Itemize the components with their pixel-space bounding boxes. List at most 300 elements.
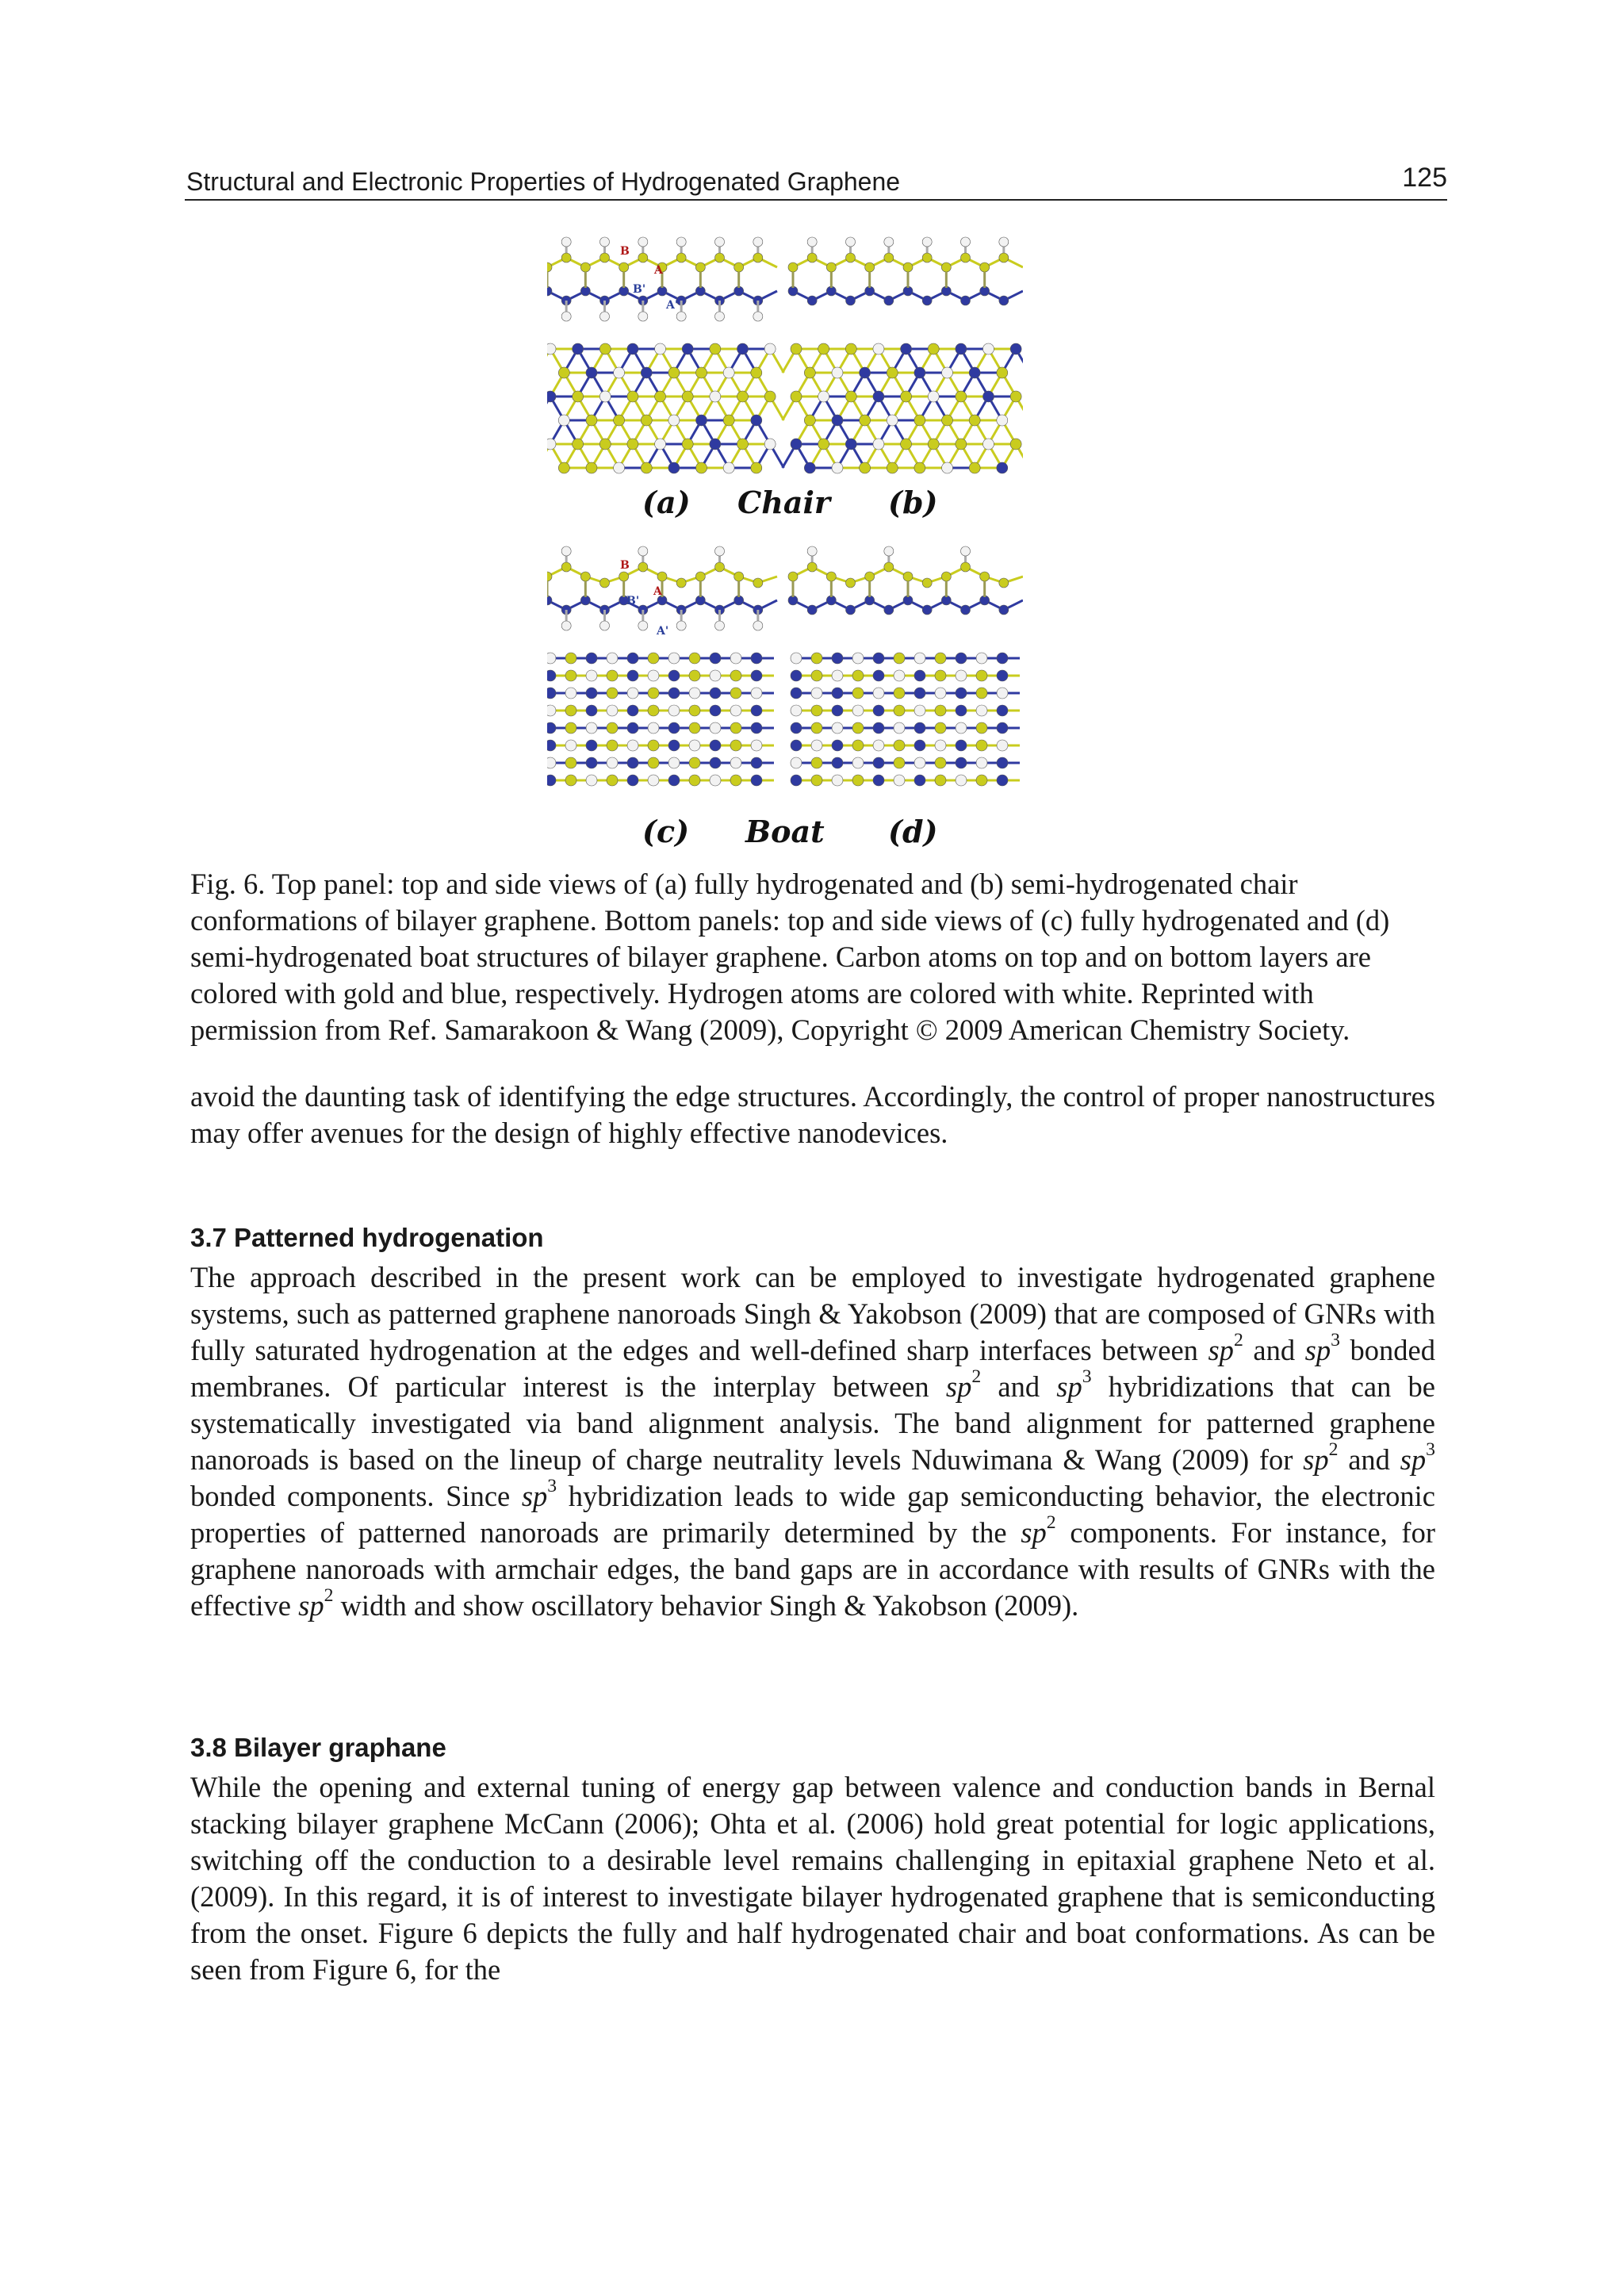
- atom: [607, 670, 618, 681]
- sp3-term: $sp^3$: [521, 1476, 557, 1512]
- atom: [599, 439, 611, 450]
- atom: [873, 722, 884, 734]
- atom: [961, 253, 971, 262]
- atom: [600, 621, 610, 630]
- atom: [599, 343, 611, 354]
- atom: [884, 237, 894, 247]
- atom: [999, 605, 1009, 615]
- sp2-term: $sp^2$: [1208, 1330, 1243, 1366]
- atom: [753, 253, 763, 262]
- atom: [997, 775, 1008, 786]
- atom: [956, 653, 967, 664]
- atom: [832, 367, 843, 378]
- atom: [641, 462, 652, 473]
- atom: [710, 775, 721, 786]
- atom: [668, 705, 680, 716]
- sp2-term: $sp^2$: [1303, 1439, 1339, 1476]
- atom: [737, 439, 748, 450]
- atom: [586, 367, 597, 378]
- atom: [607, 775, 618, 786]
- panel-label-a: (a): [642, 485, 691, 520]
- atom: [846, 605, 856, 615]
- atom: [751, 757, 762, 768]
- atom: [627, 439, 638, 450]
- atom: [619, 572, 629, 581]
- atom: [648, 688, 659, 699]
- atom: [586, 722, 597, 734]
- atom: [657, 572, 667, 581]
- atom: [922, 237, 932, 247]
- atom: [873, 757, 884, 768]
- figure-6: [547, 230, 1023, 856]
- atom: [607, 688, 618, 699]
- atom: [894, 670, 905, 681]
- atom: [969, 367, 980, 378]
- atom: [586, 740, 597, 751]
- atom: [935, 670, 946, 681]
- atom: [689, 757, 700, 768]
- atom: [846, 296, 856, 305]
- atom: [997, 670, 1008, 681]
- atom: [914, 462, 925, 473]
- atom: [586, 705, 597, 716]
- atom: [845, 343, 856, 354]
- atom: [997, 367, 1008, 378]
- atom: [976, 740, 987, 751]
- atom: [599, 391, 611, 402]
- atom: [689, 670, 700, 681]
- atom: [682, 439, 693, 450]
- atom: [997, 740, 1008, 751]
- atom: [894, 722, 905, 734]
- atom: [914, 757, 925, 768]
- atom: [607, 722, 618, 734]
- atom: [715, 562, 725, 572]
- atom: [638, 546, 648, 556]
- atom: [641, 415, 652, 426]
- atom: [873, 688, 884, 699]
- atom: [811, 722, 822, 734]
- atom: [807, 605, 817, 615]
- atom: [558, 367, 569, 378]
- atom: [565, 653, 576, 664]
- atom: [942, 462, 953, 473]
- atom: [894, 775, 905, 786]
- atom: [791, 439, 802, 450]
- atom: [845, 439, 856, 450]
- atom: [818, 343, 829, 354]
- atom: [807, 237, 817, 247]
- atom: [976, 722, 987, 734]
- atom: [561, 237, 571, 247]
- atom: [826, 572, 836, 581]
- running-title: Structural and Electronic Properties of Hydrogenated Graphene: [186, 167, 901, 196]
- atom: [580, 572, 590, 581]
- atom: [791, 391, 802, 402]
- atom: [818, 439, 829, 450]
- panel-title-boat: Boat: [745, 814, 825, 849]
- atom: [614, 462, 625, 473]
- atom: [751, 653, 762, 664]
- atom: [676, 312, 686, 321]
- atom: [710, 439, 721, 450]
- atom: [832, 775, 843, 786]
- atom: [956, 722, 967, 734]
- atom: [791, 740, 802, 751]
- atom: [961, 605, 971, 615]
- atom: [695, 572, 705, 581]
- atom: [547, 439, 556, 450]
- atom: [887, 462, 898, 473]
- atom: [997, 688, 1008, 699]
- atom: [715, 237, 725, 247]
- atom: [914, 688, 925, 699]
- atom: [922, 578, 932, 588]
- atom: [887, 415, 898, 426]
- atom: [901, 343, 912, 354]
- sp2-term: $sp^2$: [298, 1585, 334, 1622]
- atom: [976, 688, 987, 699]
- atom: [969, 415, 980, 426]
- atom: [573, 343, 584, 354]
- atom: [586, 670, 597, 681]
- atom: [751, 740, 762, 751]
- atom: [914, 705, 925, 716]
- atom: [668, 688, 680, 699]
- atom: [730, 722, 741, 734]
- atom: [547, 688, 556, 699]
- atom: [894, 705, 905, 716]
- atom: [956, 670, 967, 681]
- atom: [715, 312, 725, 321]
- atom: [935, 653, 946, 664]
- atom: [846, 253, 856, 262]
- atom: [860, 415, 871, 426]
- atom: [730, 740, 741, 751]
- atom: [561, 562, 571, 572]
- label-a-chair: A: [654, 264, 663, 277]
- atom: [682, 343, 693, 354]
- atom: [751, 688, 762, 699]
- atom: [710, 688, 721, 699]
- atom: [648, 775, 659, 786]
- atom: [641, 367, 652, 378]
- atom: [668, 462, 680, 473]
- atom: [852, 722, 864, 734]
- atom: [565, 775, 576, 786]
- atom: [753, 237, 763, 247]
- atom: [887, 367, 898, 378]
- atom: [956, 757, 967, 768]
- atom: [547, 391, 556, 402]
- atom: [999, 578, 1009, 588]
- atom: [928, 391, 939, 402]
- atom: [627, 722, 638, 734]
- atom: [638, 312, 648, 321]
- atom: [804, 415, 815, 426]
- atom: [547, 775, 556, 786]
- atom: [753, 621, 763, 630]
- atom: [914, 653, 925, 664]
- atom: [734, 572, 744, 581]
- atom: [997, 462, 1008, 473]
- atom: [956, 740, 967, 751]
- atom: [922, 253, 932, 262]
- atom: [922, 605, 932, 615]
- atom: [751, 705, 762, 716]
- atom: [638, 562, 648, 572]
- atom: [668, 757, 680, 768]
- section-3-8-paragraph: While the opening and external tuning of energy gap between valence and conduction bands in Bernal stacking bilayer graphene McCann (2006); Ohta et al. (2006) hold great potential for logic applications, switching off the conduction to a desirable level remains challenging in epitaxial graphene Neto et al. (2009). In this regard, it is of interest to investigate bilayer hydrogenated graphene that is semiconducting from the onset. Figure 6 depicts the fully and half hydrogenated chair and boat conformations. As can be seen from Figure 6, for the: [190, 1771, 1435, 1986]
- atom: [791, 343, 802, 354]
- atom: [710, 391, 721, 402]
- atom: [547, 722, 556, 734]
- atom: [600, 578, 610, 588]
- atom: [668, 367, 680, 378]
- atom: [914, 415, 925, 426]
- atom: [982, 439, 994, 450]
- atom: [961, 296, 971, 305]
- atom: [928, 439, 939, 450]
- atom: [980, 572, 990, 581]
- atom: [941, 572, 951, 581]
- atom: [807, 546, 817, 556]
- atom: [655, 439, 666, 450]
- atom: [730, 705, 741, 716]
- atom: [935, 757, 946, 768]
- atom: [928, 343, 939, 354]
- atom: [676, 578, 686, 588]
- atom: [811, 775, 822, 786]
- atom: [873, 343, 884, 354]
- atom: [903, 262, 913, 272]
- atom: [586, 415, 597, 426]
- atom: [627, 757, 638, 768]
- atom: [547, 740, 556, 751]
- label-b-chair: B: [620, 245, 630, 258]
- atom: [914, 740, 925, 751]
- atom: [873, 439, 884, 450]
- atom: [903, 572, 913, 581]
- atom: [935, 722, 946, 734]
- atom: [696, 367, 707, 378]
- atom: [811, 653, 822, 664]
- atom: [999, 253, 1009, 262]
- atom: [884, 546, 894, 556]
- atom: [942, 367, 953, 378]
- atom: [614, 367, 625, 378]
- atom: [668, 740, 680, 751]
- atom: [873, 705, 884, 716]
- atom: [852, 705, 864, 716]
- atom: [846, 578, 856, 588]
- atom: [832, 740, 843, 751]
- atom: [914, 722, 925, 734]
- atom: [730, 688, 741, 699]
- atom: [956, 688, 967, 699]
- atom: [655, 391, 666, 402]
- atom: [614, 415, 625, 426]
- atom: [804, 462, 815, 473]
- intro-paragraph: avoid the daunting task of identifying the edge structures. Accordingly, the control of proper nanostructures may offer avenues for the design of highly effective nanodevices.: [190, 1080, 1435, 1149]
- atom: [852, 688, 864, 699]
- atom: [565, 688, 576, 699]
- atom: [997, 722, 1008, 734]
- atom: [737, 343, 748, 354]
- page-number: 125: [1402, 163, 1447, 193]
- label-a-boat: A: [653, 585, 662, 598]
- atom: [547, 757, 556, 768]
- atom: [884, 296, 894, 305]
- atom: [894, 757, 905, 768]
- label-aprime-chair: A': [666, 299, 679, 312]
- atom: [982, 343, 994, 354]
- atom: [565, 705, 576, 716]
- atom: [638, 253, 648, 262]
- atom: [860, 462, 871, 473]
- sp3-term: $sp^3$: [1056, 1366, 1092, 1403]
- atom: [873, 740, 884, 751]
- atom: [956, 775, 967, 786]
- atom: [751, 775, 762, 786]
- atom: [956, 391, 967, 402]
- atom: [764, 439, 776, 450]
- atom: [807, 253, 817, 262]
- atom: [1010, 343, 1021, 354]
- label-aprime-boat: A': [657, 625, 669, 638]
- atom: [894, 688, 905, 699]
- atom: [884, 605, 894, 615]
- atom: [791, 722, 802, 734]
- sp2-term: $sp^2$: [1021, 1512, 1056, 1549]
- atom: [751, 415, 762, 426]
- atom: [573, 439, 584, 450]
- atom: [737, 391, 748, 402]
- atom: [976, 653, 987, 664]
- atom: [935, 775, 946, 786]
- atom: [961, 237, 971, 247]
- atom: [914, 775, 925, 786]
- atom: [655, 343, 666, 354]
- atom: [832, 415, 843, 426]
- atom: [961, 562, 971, 572]
- atom: [638, 621, 648, 630]
- atom: [845, 391, 856, 402]
- atom: [894, 653, 905, 664]
- atom: [730, 653, 741, 664]
- atom: [715, 546, 725, 556]
- atom: [956, 705, 967, 716]
- atom: [935, 740, 946, 751]
- atom: [751, 462, 762, 473]
- atom: [956, 343, 967, 354]
- atom: [811, 757, 822, 768]
- atom: [751, 722, 762, 734]
- atom: [689, 688, 700, 699]
- atom: [696, 462, 707, 473]
- sp2-term: $sp^2$: [945, 1366, 982, 1403]
- atom: [558, 462, 569, 473]
- atom: [764, 391, 776, 402]
- sp3-term: $sp^3$: [1400, 1439, 1435, 1476]
- atom: [695, 262, 705, 272]
- atom: [710, 653, 721, 664]
- atom: [689, 775, 700, 786]
- atom: [627, 343, 638, 354]
- atom: [914, 670, 925, 681]
- atom: [804, 367, 815, 378]
- atom: [710, 343, 721, 354]
- atom: [689, 653, 700, 664]
- atom: [561, 546, 571, 556]
- atom: [935, 705, 946, 716]
- atom: [558, 415, 569, 426]
- atom: [753, 578, 763, 588]
- label-b-boat: B: [620, 559, 630, 572]
- atom: [689, 722, 700, 734]
- atom: [689, 740, 700, 751]
- panel-title-chair: Chair: [737, 485, 830, 520]
- atom: [832, 653, 843, 664]
- atom: [976, 757, 987, 768]
- atom: [818, 391, 829, 402]
- atom: [627, 740, 638, 751]
- atom: [884, 562, 894, 572]
- atom: [997, 415, 1008, 426]
- atom: [942, 415, 953, 426]
- atom: [561, 253, 571, 262]
- atom: [730, 775, 741, 786]
- atom: [1010, 391, 1021, 402]
- atom: [976, 705, 987, 716]
- atom: [565, 722, 576, 734]
- atom: [668, 653, 680, 664]
- atom: [811, 670, 822, 681]
- atom: [791, 757, 802, 768]
- atom: [969, 462, 980, 473]
- atom: [547, 653, 556, 664]
- atom: [565, 757, 576, 768]
- atom: [751, 670, 762, 681]
- atom: [600, 237, 610, 247]
- atom: [648, 705, 659, 716]
- atom: [580, 262, 590, 272]
- atom: [884, 253, 894, 262]
- atom: [997, 705, 1008, 716]
- atom: [710, 722, 721, 734]
- atom: [807, 296, 817, 305]
- atom: [668, 775, 680, 786]
- atom: [873, 391, 884, 402]
- atom: [668, 670, 680, 681]
- atom: [586, 653, 597, 664]
- atom: [997, 653, 1008, 664]
- atom: [638, 237, 648, 247]
- atom: [600, 312, 610, 321]
- atom: [1010, 439, 1021, 450]
- panel-label-d: (d): [888, 814, 938, 849]
- atom: [873, 653, 884, 664]
- atom: [865, 262, 875, 272]
- atom: [791, 653, 802, 664]
- atom: [600, 253, 610, 262]
- atom: [710, 757, 721, 768]
- atom: [607, 705, 618, 716]
- atom: [627, 775, 638, 786]
- atom: [547, 343, 556, 354]
- atom: [922, 296, 932, 305]
- atom: [811, 705, 822, 716]
